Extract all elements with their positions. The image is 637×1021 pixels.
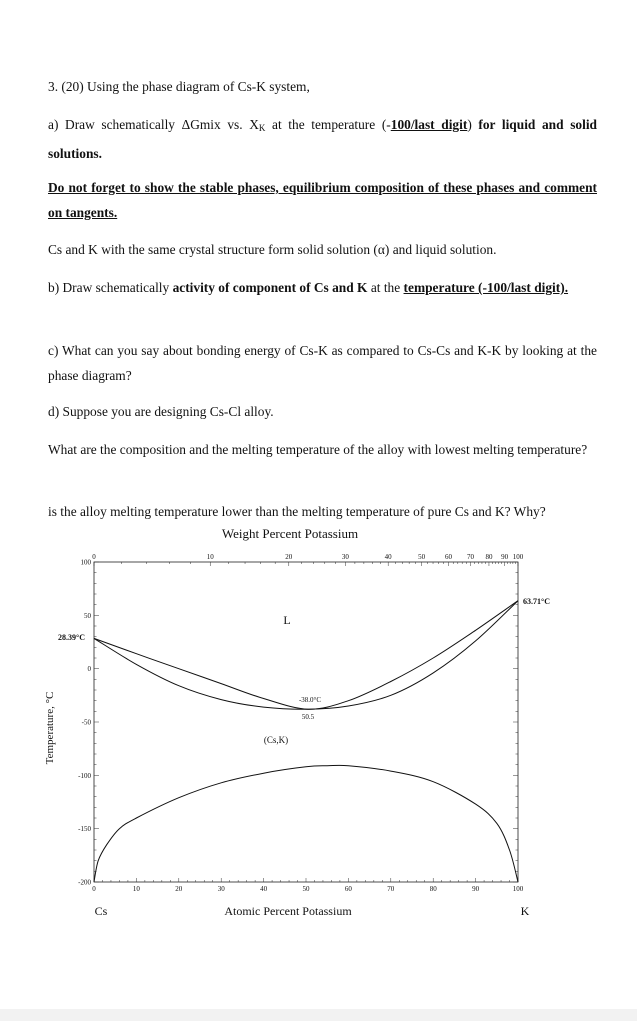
cs-melting-label: 28.39°C xyxy=(58,633,85,642)
top-axis-label: Weight Percent Potassium xyxy=(221,526,359,541)
part-d-followup: is the alloy melting temperature lower than the melting temperature of pure Cs and K? Why? xyxy=(48,504,546,519)
x-tick-label: 50 xyxy=(302,885,310,893)
element-k-label: K xyxy=(520,904,530,918)
part-b-underlined: temperature (-100/last digit). xyxy=(403,280,569,295)
part-c: c) What can you say about bonding energy of Cs-K as compared to Cs-Cs and K-K by looking at the phase diagram? xyxy=(48,343,597,383)
y-tick-label: 0 xyxy=(87,665,91,674)
miscibility_gap-curve xyxy=(94,765,518,882)
liquidus-curve xyxy=(94,601,518,710)
element-cs-label: Cs xyxy=(94,904,108,918)
liquid-region-label: L xyxy=(283,613,291,627)
phase-diagram xyxy=(40,518,600,918)
minimum-temp-label: -38.0°C xyxy=(298,696,322,704)
x-axis-ticks xyxy=(92,878,524,893)
k-melting-label: 63.71°C xyxy=(523,597,550,606)
wt-tick-label: 60 xyxy=(444,553,452,561)
y-tick-label: -200 xyxy=(78,878,91,887)
y-tick-label: 100 xyxy=(80,558,91,567)
solidus-curve xyxy=(94,601,518,710)
wt-tick-label: 10 xyxy=(206,553,214,561)
y-tick-label: 50 xyxy=(84,611,91,620)
x-tick-label: 60 xyxy=(344,885,352,893)
x-tick-label: 70 xyxy=(387,885,395,893)
part-b-mid: at the xyxy=(367,280,404,295)
part-b-bold: activity of component of Cs and K xyxy=(172,280,368,295)
x-tick-label: 90 xyxy=(472,885,480,893)
footer-strip xyxy=(0,1009,637,1021)
part-d-question: What are the composition and the melting temperature of the alloy with lowest melting temperature? xyxy=(48,442,588,457)
part-a-subscript: K xyxy=(258,123,266,133)
y-axis-label: Temperature, °C xyxy=(44,691,56,765)
part-a xyxy=(48,112,597,166)
phase-boundaries xyxy=(94,601,518,882)
y-axis-ticks xyxy=(78,559,518,887)
info-text: Cs and K with the same crystal structure form solid solution (α) and liquid solution. xyxy=(48,242,497,257)
wt-tick-label: 100 xyxy=(512,553,524,561)
note: Do not forget to show the stable phases, equilibrium composition of these phases and comment on tangents. xyxy=(48,180,597,220)
wt-tick-label: 0 xyxy=(92,553,96,561)
part-b xyxy=(48,275,597,300)
wt-tick-label: 50 xyxy=(418,553,426,561)
solid-region-label: (Cs,K) xyxy=(263,735,289,745)
wt-tick-label: 40 xyxy=(384,553,392,561)
wt-tick-label: 20 xyxy=(285,553,293,561)
wt-tick-label: 30 xyxy=(341,553,349,561)
part-a-close: ) xyxy=(467,117,472,132)
y-tick-label: -150 xyxy=(78,825,91,834)
part-d: d) Suppose you are designing Cs-Cl alloy. xyxy=(48,404,274,419)
part-a-temperature: 100/last digit xyxy=(390,117,468,132)
x-tick-label: 20 xyxy=(175,885,183,893)
wt-tick-label: 90 xyxy=(501,553,509,561)
x-axis-label: Atomic Percent Potassium xyxy=(224,904,352,918)
x-tick-label: 10 xyxy=(132,885,140,893)
x-tick-label: 0 xyxy=(92,885,96,893)
part-a-mid: at the temperature (- xyxy=(265,117,391,132)
y-tick-label: -100 xyxy=(78,771,91,780)
question-header-text: 3. (20) Using the phase diagram of Cs-K system, xyxy=(48,79,310,94)
y-tick-label: -50 xyxy=(81,718,91,727)
wt-tick-label: 80 xyxy=(485,553,493,561)
part-b-prefix: b) Draw schematically xyxy=(48,280,173,295)
x-tick-label: 100 xyxy=(512,885,524,893)
plot-frame xyxy=(94,562,518,882)
x-tick-label: 40 xyxy=(260,885,268,893)
part-a-prefix: a) Draw schematically ΔGmix vs. X xyxy=(48,117,259,132)
wt-tick-label: 70 xyxy=(467,553,475,561)
weight-percent-ticks xyxy=(92,553,524,566)
minimum-composition-label: 50.5 xyxy=(301,713,315,721)
part-a-bold-tail: for liquid and solid solutions. xyxy=(48,117,597,161)
plot-border xyxy=(94,562,518,882)
question-header xyxy=(48,74,597,99)
x-tick-label: 80 xyxy=(429,885,437,893)
x-tick-label: 30 xyxy=(217,885,225,893)
